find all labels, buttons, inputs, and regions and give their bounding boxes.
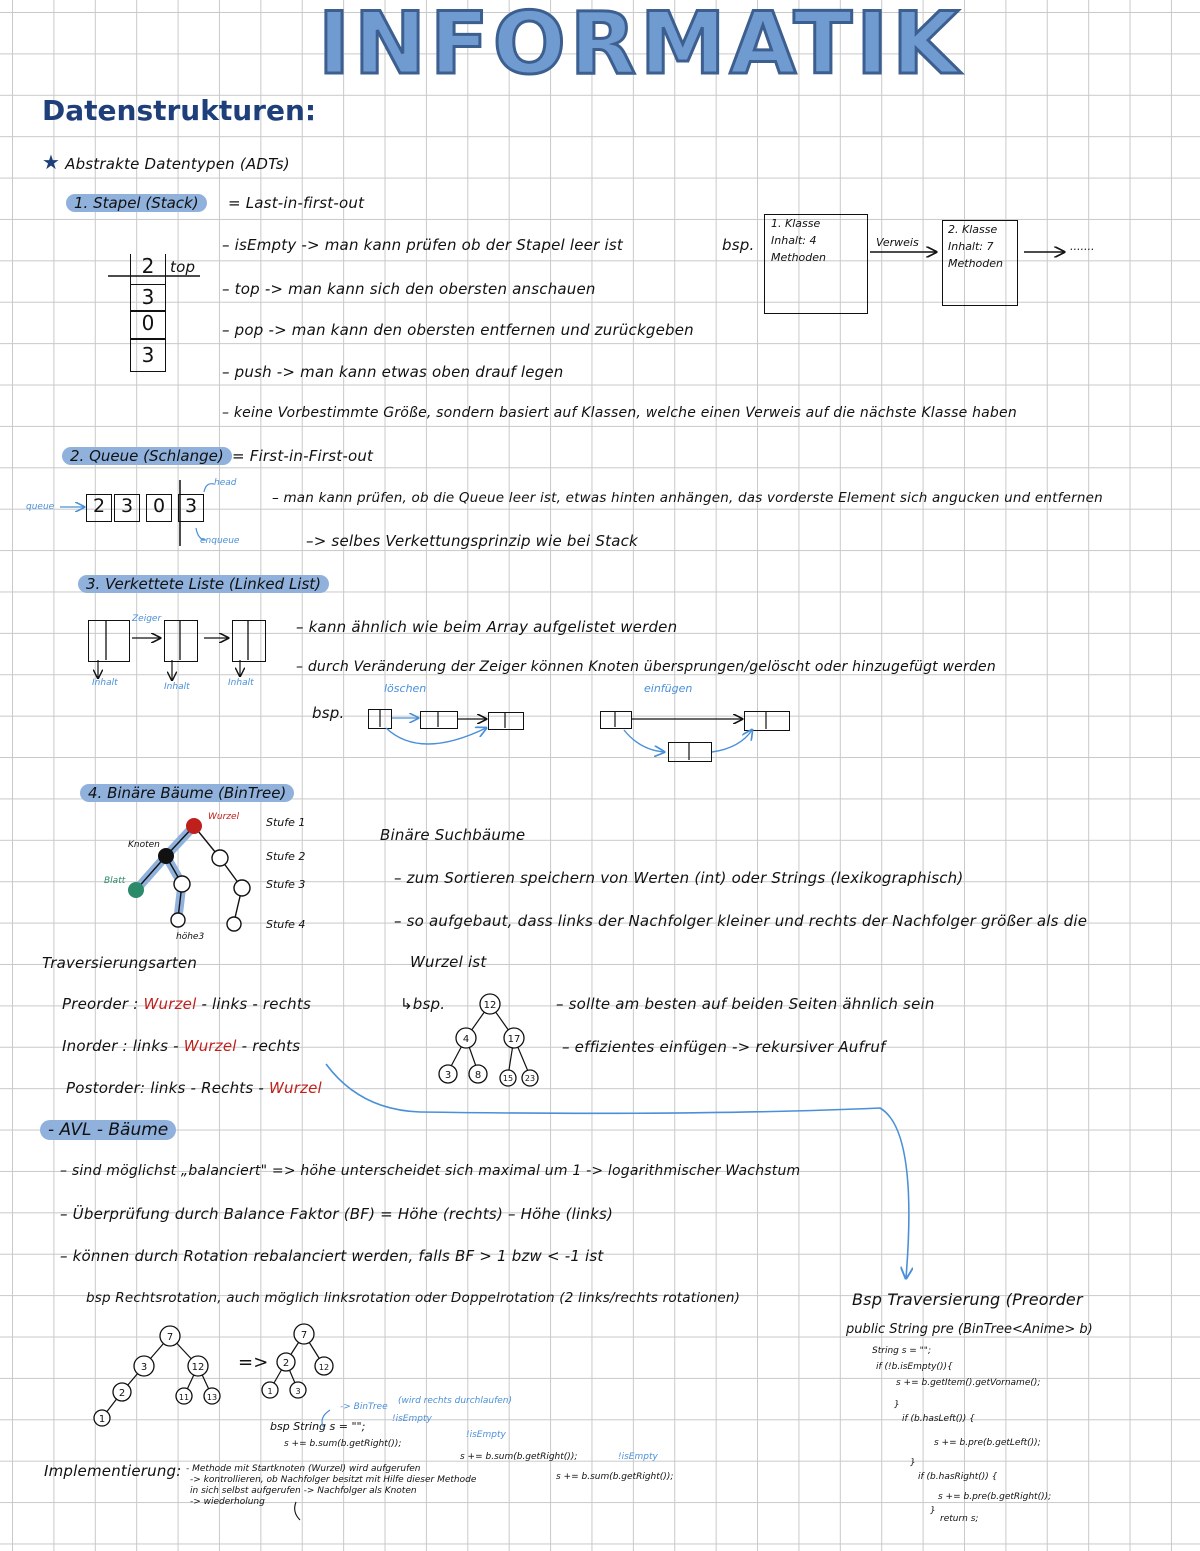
avl-bullet: – können durch Rotation rebalanciert werden, falls BF > 1 bzw < -1 ist [60, 1247, 604, 1265]
delete-arrow [386, 728, 486, 744]
search-node: 4 [462, 1034, 470, 1045]
avl-bullet: – Überprüfung durch Balance Faktor (BF) = Höhe (rechts) – Höhe (links) [60, 1205, 614, 1223]
stack-top-label: top [170, 258, 196, 276]
avl-node: 12 [191, 1362, 205, 1373]
impl-label: Implementierung: [44, 1462, 182, 1480]
tree-leaf-node [128, 882, 144, 898]
linked-bullet: – kann ähnlich wie beim Array aufgelistet werden [296, 618, 678, 636]
queue-bullet: –> selbes Verkettungsprinzip wie bei Stack [306, 532, 638, 550]
avl-bsp: bsp Rechtsrotation, auch möglich linksrotation oder Doppelrotation (2 links/rechts rotationen) [86, 1290, 741, 1306]
connector-arrow [326, 1064, 909, 1278]
preorder-root: Wurzel [143, 995, 197, 1013]
knoten-label: Knoten [128, 840, 160, 850]
stack-bullet: – isEmpty -> man kann prüfen ob der Stapel leer ist [222, 236, 623, 254]
code-line: return s; [940, 1514, 979, 1524]
note-blue: !isEmpty [392, 1414, 432, 1424]
avl-node: 12 [318, 1363, 330, 1372]
search-bullet: – zum Sortieren speichern von Werten (int) oder Strings (lexikographisch) [394, 869, 964, 887]
tree-node [212, 850, 228, 866]
linked-bullet: – durch Veränderung der Zeiger können Knoten übersprungen/gelöscht oder hinzugefügt werden [296, 659, 996, 675]
queue-cell: 3 [178, 494, 204, 522]
queue-cell: 3 [114, 494, 140, 522]
tree-node [174, 876, 190, 892]
inhalt-label: Inhalt [92, 678, 118, 688]
tree-node [171, 913, 185, 927]
avl-node: 1 [267, 1387, 273, 1396]
stack-bullet: – pop -> man kann den obersten entfernen und zurückgeben [222, 321, 694, 339]
queue-subtitle: = First-in-First-out [232, 447, 374, 465]
code-line: if (!b.isEmpty()){ [876, 1362, 953, 1372]
tree-root-node [186, 818, 202, 834]
search-node: 8 [474, 1070, 482, 1081]
page-title: INFORMATIK [318, 0, 963, 94]
enqueue-arrow [196, 528, 206, 540]
stack-bullet: – push -> man kann etwas oben drauf legen [222, 363, 564, 381]
linked-bsp: bsp. [312, 704, 345, 722]
code-line: } [930, 1506, 936, 1516]
avl-title: - AVL - Bäume [40, 1120, 176, 1140]
zeiger-label: Zeiger [132, 614, 162, 624]
inorder-text: - rechts [236, 1037, 301, 1055]
queue-bullet: – man kann prüfen, ob die Queue leer ist, etwas hinten anhängen, das vorderste Element sich angucken und entfernen [272, 490, 1103, 506]
code-line: } [910, 1458, 916, 1468]
avl-node: 3 [140, 1362, 148, 1373]
bintree-title: 4. Binäre Bäume (BinTree) [80, 784, 294, 802]
verweis-label: Verweis [876, 236, 919, 249]
note-blue: !isEmpty [466, 1430, 506, 1440]
search-title: Binäre Suchbäume [380, 826, 526, 844]
code-line: s += b.sum(b.getRight()); [556, 1472, 674, 1482]
code-bsp: bsp String s = ""; [270, 1420, 366, 1433]
impl-line: -> wiederholung [190, 1497, 265, 1507]
impl-line: - Methode mit Startknoten (Wurzel) wird aufgerufen [186, 1464, 421, 1474]
loeschen-label: löschen [384, 682, 427, 695]
code-line: String s = ""; [872, 1346, 931, 1356]
insert-arrow [624, 730, 664, 752]
avl-node: 7 [300, 1330, 308, 1341]
avl-node: 3 [295, 1387, 301, 1396]
level-label: Stufe 1 [266, 816, 306, 829]
tree-inner-node [158, 848, 174, 864]
stack-cell: 3 [130, 284, 166, 312]
tree-node [234, 880, 250, 896]
search-bullet: – effizientes einfügen -> rekursiver Aufruf [562, 1038, 886, 1056]
stack-title: 1. Stapel (Stack) [66, 194, 207, 212]
more-ellipsis: ....... [1070, 240, 1095, 253]
rotation-arrow: => [238, 1352, 269, 1373]
search-node: 17 [507, 1034, 521, 1045]
inhalt-label: Inhalt [164, 682, 190, 692]
search-node: 23 [524, 1074, 536, 1083]
note-blue: !isEmpty [618, 1452, 658, 1462]
note-blue: -> BinTree [340, 1402, 388, 1412]
einfuegen-label: einfügen [644, 682, 693, 695]
queue-cell: 0 [146, 494, 172, 522]
avl-node: 1 [98, 1414, 106, 1425]
code-line: s += b.pre(b.getLeft()); [934, 1438, 1041, 1448]
enqueue-label: enqueue [200, 536, 240, 546]
code-line: if (b.hasRight()) { [918, 1472, 998, 1482]
class-line: Methoden [771, 251, 826, 264]
avl-node: 13 [206, 1393, 218, 1402]
inorder-root: Wurzel [183, 1037, 237, 1055]
search-node: 3 [444, 1070, 452, 1081]
search-bullet: – sollte am besten auf beiden Seiten ähnlich sein [556, 995, 935, 1013]
avl-tree-before [102, 1336, 212, 1418]
stack-subtitle: = Last-in-first-out [228, 194, 365, 212]
avl-node: 2 [118, 1388, 126, 1399]
stack-cell: 2 [130, 254, 166, 285]
head-arrow [204, 484, 214, 492]
code-line: public String pre (BinTree<Anime> b) [846, 1322, 1093, 1337]
level-label: Stufe 4 [266, 918, 306, 931]
search-bullet: Wurzel ist [410, 953, 487, 971]
code-line: } [894, 1400, 900, 1410]
code-line: if (b.hasLeft()) { [902, 1414, 975, 1424]
star-icon: ★ [42, 150, 61, 174]
inorder-text: Inorder : links - [62, 1037, 184, 1055]
class-line: Methoden [948, 257, 1003, 270]
traversal-title: Traversierungsarten [42, 954, 198, 972]
code-line: s += b.getItem().getVorname(); [896, 1378, 1041, 1388]
inhalt-label: Inhalt [228, 678, 254, 688]
search-node: 12 [483, 1000, 497, 1011]
avl-bullet: – sind möglichst „balanciert" => höhe unterscheidet sich maximal um 1 -> logarithmischer Wachstum [60, 1163, 801, 1179]
level-label: Stufe 2 [266, 850, 306, 863]
class-line: Inhalt: 4 [771, 234, 817, 247]
search-bullet: – so aufgebaut, dass links der Nachfolger kleiner und rechts der Nachfolger größer als die [394, 912, 1088, 930]
stack-bullet: – keine Vorbestimmte Größe, sondern basiert auf Klassen, welche einen Verweis auf die nächste Klasse haben [222, 405, 1017, 421]
preorder-text: Preorder : [62, 995, 144, 1013]
search-node: 15 [502, 1074, 514, 1083]
queue-cell: 2 [86, 494, 112, 522]
class-line: 1. Klasse [771, 217, 821, 230]
code-line: s += b.sum(b.getRight()); [284, 1439, 402, 1449]
blatt-label: Blatt [104, 876, 126, 886]
avl-node: 2 [282, 1358, 290, 1369]
level-label: Stufe 3 [266, 878, 306, 891]
postorder-root: Wurzel [268, 1079, 322, 1097]
avl-node: 7 [166, 1332, 174, 1343]
class-line: 2. Klasse [948, 223, 998, 236]
section-heading: Datenstrukturen: [42, 94, 317, 127]
stack-cell: 3 [130, 338, 166, 372]
queue-label: queue [26, 502, 55, 512]
note-blue: (wird rechts durchlaufen) [398, 1396, 513, 1406]
preorder-text: - links - rechts [196, 995, 311, 1013]
hoehe-label: höhe3 [176, 932, 205, 942]
impl-line: -> kontrollieren, ob Nachfolger besitzt mit Hilfe dieser Methode [190, 1475, 477, 1485]
queue-title: 2. Queue (Schlange) [62, 447, 232, 465]
search-bsp: ↳bsp. [400, 995, 446, 1013]
stack-bullet: – top -> man kann sich den obersten anschauen [222, 280, 596, 298]
code-line: s += b.sum(b.getRight()); [460, 1452, 578, 1462]
impl-line: in sich selbst aufgerufen -> Nachfolger als Knoten [190, 1486, 417, 1496]
postorder-text: Postorder: links - Rechts - [66, 1079, 269, 1097]
tree-node [227, 917, 241, 931]
wurzel-label: Wurzel [208, 812, 240, 822]
class-line: Inhalt: 7 [948, 240, 994, 253]
head-label: head [214, 478, 237, 488]
example-bsp: bsp. [722, 236, 755, 254]
stack-cell: 0 [130, 310, 166, 340]
trav-example-title: Bsp Traversierung (Preorder [852, 1290, 1083, 1309]
avl-node: 11 [178, 1393, 190, 1402]
adt-label: ★ Abstrakte Datentypen (ADTs) [42, 150, 290, 174]
code-line: s += b.pre(b.getRight()); [938, 1492, 1052, 1502]
linked-title: 3. Verkettete Liste (Linked List) [78, 575, 329, 593]
